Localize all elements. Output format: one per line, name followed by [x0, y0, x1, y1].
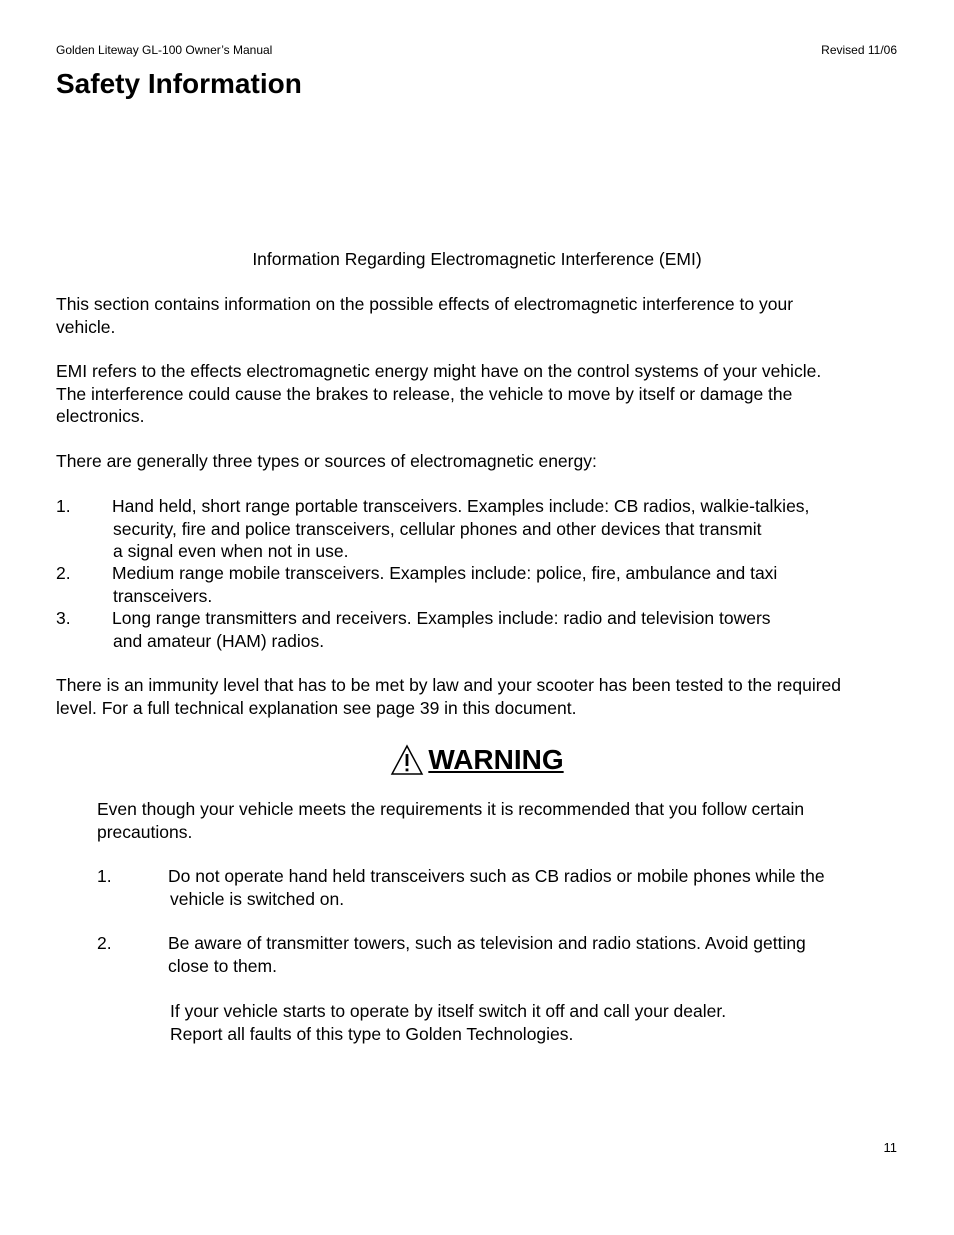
list-item-line: and amateur (HAM) radios.: [113, 630, 325, 651]
list-item: [112, 495, 809, 563]
list-item-number: 1.: [56, 496, 71, 516]
warning-heading: [0, 744, 954, 776]
list-item-line: Long range transmitters and receivers. Examples include: radio and television towers: [112, 608, 771, 628]
paragraph-line: precautions.: [97, 821, 193, 842]
list-item-line: Do not operate hand held transceivers such as CB radios or mobile phones while the: [168, 866, 825, 886]
list-item-number: 1.: [97, 866, 112, 886]
list-item-line: close to them.: [168, 955, 277, 976]
paragraph-line: Report all faults of this type to Golden Technologies.: [170, 1023, 574, 1044]
list-item-number: 2.: [97, 933, 112, 953]
list-item: [168, 865, 825, 910]
warning-triangle-icon: [390, 744, 424, 776]
list-item-line: Be aware of transmitter towers, such as television and radio stations. Avoid getting: [168, 933, 806, 953]
list-item: [112, 562, 777, 607]
page-number: 11: [883, 1140, 897, 1155]
list-item-line: a signal even when not in use.: [113, 541, 349, 561]
paragraph-line: EMI refers to the effects electromagnetic energy might have on the control systems of your vehicle.: [56, 361, 822, 381]
header-revision-date: Revised 11/06: [821, 43, 897, 57]
types-intro-paragraph: There are generally three types or sources of electromagnetic energy:: [56, 451, 597, 471]
paragraph-line: If your vehicle starts to operate by itself switch it off and call your dealer.: [170, 1001, 727, 1021]
list-item: [112, 607, 771, 652]
list-item-line: vehicle is switched on.: [170, 888, 345, 909]
immunity-paragraph: [56, 674, 841, 719]
section-heading: Information Regarding Electromagnetic Interference (EMI): [252, 249, 702, 269]
list-item-line: Medium range mobile transceivers. Examples include: police, fire, ambulance and taxi: [112, 563, 778, 583]
list-item-number: 3.: [56, 608, 71, 628]
paragraph-line: There is an immunity level that has to be met by law and your scooter has been tested to the required: [56, 675, 842, 695]
paragraph-line: Even though your vehicle meets the requirements it is recommended that you follow certain: [97, 799, 805, 819]
list-item: [168, 932, 806, 977]
intro-paragraph: [56, 293, 793, 338]
paragraph-line: level. For a full technical explanation see page 39 in this document.: [56, 697, 577, 718]
list-item-line: security, fire and police transceivers, cellular phones and other devices that transmit: [113, 518, 762, 539]
list-item-line: transceivers.: [113, 585, 213, 606]
paragraph-line: electronics.: [56, 406, 145, 426]
warning-closing-paragraph: [170, 1000, 726, 1045]
page-title: Safety Information: [56, 68, 302, 99]
list-item-number: 2.: [56, 563, 71, 583]
warning-title: WARNING: [428, 744, 564, 775]
list-item-line: Hand held, short range portable transceivers. Examples include: CB radios, walkie-talkies,: [112, 496, 810, 516]
header-manual-title: Golden Liteway GL-100 Owner’s Manual: [56, 43, 273, 57]
warning-intro-paragraph: [97, 798, 804, 843]
paragraph-line: This section contains information on the possible effects of electromagnetic interference to your: [56, 294, 794, 314]
paragraph-line: vehicle.: [56, 316, 116, 337]
paragraph-line: The interference could cause the brakes to release, the vehicle to move by itself or damage the: [56, 383, 793, 404]
emi-definition-paragraph: [56, 360, 821, 428]
